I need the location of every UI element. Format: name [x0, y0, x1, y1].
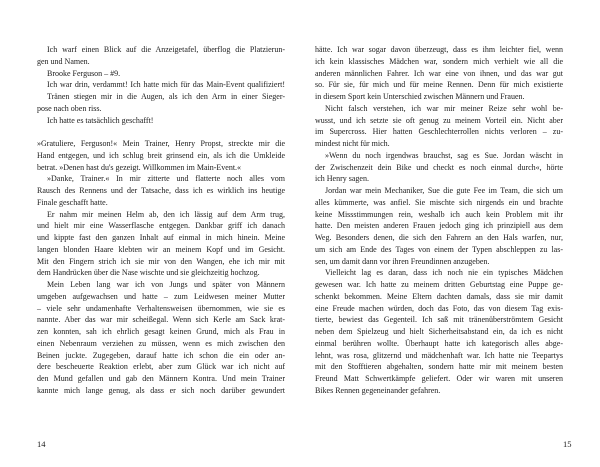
text-line: »Danke, Trainer.« In mir zitterte und flatterte noch alles vom	[47, 174, 285, 184]
text-line: einmal berühren wollte. Überhaupt hatte ich kategorisch alles abge-	[315, 338, 563, 348]
text-line: und kippte fast den ganzen Inhalt auf einmal in mich hinein. Meine	[37, 233, 285, 242]
text-line: »Gratuliere, Ferguson!« Mein Trainer, Henry Propst, streckte mir die	[37, 139, 285, 148]
text-line: Nicht falsch verstehen, ich war mir meiner Reize sehr wohl be-	[325, 103, 563, 113]
text-line: neben dem Spielzeug und hielt Sicherheitsabstand ein, da ich es nicht	[315, 327, 563, 336]
text-line: dere bescheuerte Reaktion erlebt, aber zum Glück war ich nicht auf	[37, 362, 285, 372]
text-line: schenkt bekommen. Meine Eltern dachten damals, dass sie mir damit	[315, 291, 563, 301]
text-line: Ich war drin, verdammt! Ich hatte mich für das Main-Event qualifiziert!	[47, 80, 285, 90]
text-line: Vielleicht lag es daran, dass ich noch nie ein typisches Mädchen	[325, 268, 563, 278]
text-line: Bikes Rennen gegeneinander gefahren.	[315, 385, 441, 395]
text-line: Er nahm mir meinen Helm ab, den ich lässig auf dem Arm trug,	[47, 209, 285, 219]
text-line: ich Henry sagen.	[315, 174, 369, 184]
page-number-left: 14	[37, 439, 46, 449]
text-line: lehnt, was rosa, glitzernd und mädchenhaft war. Ich hatte nie Teepartys	[315, 350, 563, 360]
text-line: der Zwischenzeit dein Bike und checkt es noch einmal durch«, hörte	[315, 162, 563, 172]
text-line: Ich hatte es tatsächlich geschafft!	[47, 115, 154, 125]
text-line: pose nach oben riss.	[37, 103, 102, 113]
text-line: Ich warf einen Blick auf die Anzeigetafel, überflog die Platzierun-	[47, 45, 285, 54]
text-line: umgeben aufgewachsen und hatte – zum Leidwesen meiner Mutter	[37, 291, 285, 301]
text-line: Brooke Ferguson – #9.	[47, 68, 121, 78]
text-line: betrat. »Denen hast du's gezeigt. Willkommen im Main-Event.«	[37, 162, 242, 172]
text-line: Tränen stiegen mir in die Augen, als ich den Arm in einer Sieger-	[47, 92, 285, 101]
text-line: hatte. Den meisten anderen Frauen jedoch ging ich prinzipiell aus dem	[315, 221, 563, 231]
text-line: keine Missstimmungen rein, weshalb ich auch kein Problem mit ihr	[315, 209, 563, 219]
left-page-text	[37, 44, 285, 397]
text-line	[37, 126, 285, 138]
text-line: mindest nicht für mich.	[315, 139, 390, 148]
text-line: Finale geschafft hatte.	[37, 197, 108, 207]
text-line: – viele sehr undamenhafte Verhaltensweisen übernommen, wie sie es	[37, 303, 285, 313]
text-line: Weg. Besonders denen, die sich den Fahrern an den Hals warfen, nur,	[315, 233, 563, 242]
text-line: in diesem Sport kein Unterschied zwischen Männern und Frauen.	[315, 92, 525, 101]
text-line: Jordan war mein Mechaniker, Sue die gute Fee im Team, die sich um	[325, 186, 563, 195]
text-line: Mit den Fingern strich ich sie mir von den Wangen, ehe ich mir mit	[37, 256, 285, 266]
text-line: hätte. Ich war sogar davon überzeugt, dass es ihm leichter fiel, wenn	[315, 45, 563, 54]
text-line: einen Nebenraum verziehen zu müssen, wenn es mich zwischen den	[37, 338, 285, 348]
text-line: zen konnten, sah ich ehrlich gesagt keinen Grund, mich als Frau in	[37, 327, 285, 336]
right-page-text	[315, 44, 563, 397]
text-line: Mein Leben lang war ich von Jungs und später von Männern	[47, 280, 285, 289]
text-line: um sich am Ende des Tages von einem der Typen abschleppen zu las-	[315, 244, 563, 254]
text-line: alles kümmerte, was anfiel. Sie mischte sich nirgends ein und brachte	[315, 197, 563, 207]
text-line: und hielt mir eine Wasserflasche entgegen. Dankbar griff ich danach	[37, 221, 285, 231]
text-line: eine Freude machen würden, doch das Foto, das von diesem Tag exis-	[315, 303, 563, 313]
text-line: kannte mich lange genug, als dass er sich noch darüber gewundert	[37, 385, 285, 395]
text-line: Rausch des Rennens und der Tatsache, dass ich es wirklich ins heutige	[37, 186, 285, 195]
text-line: sen, um damit dann vor ihren Freundinnen anzugeben.	[315, 256, 490, 266]
text-line: im Supercross. Hier hatten Geschlechterrollen nichts verloren – zu-	[315, 127, 563, 137]
text-line: tierte, bewiest das Gegenteil. Ich saß mit tränenüberströmtem Gesicht	[315, 315, 563, 325]
text-line: wusst, und ich setzte sie oft genug zu meinem Vorteil ein. Nicht aber	[315, 115, 563, 125]
text-line: gen und Namen.	[37, 56, 90, 66]
text-line: mit den Stofftieren abgehalten, sondern hatte mir mit meinem besten	[315, 362, 563, 372]
text-line: nannte. Aber das war mir scheißegal. Wenn sich Kerle am Sack krat-	[37, 315, 285, 325]
text-line: »Wenn du noch irgendwas brauchst, sag es Sue. Jordan wäscht in	[325, 150, 563, 160]
text-line: ich kein klassisches Mädchen war, sondern mich verhielt wie all die	[315, 56, 563, 66]
text-line: den Mund gefallen und gab den Männern Kontra. Und mein Trainer	[37, 374, 285, 383]
text-line: anderen männlichen Fahrer. Ich war eine von ihnen, und das war gut	[315, 68, 563, 78]
text-line: gewesen war. Ich hatte zu meinem dritten Geburtstag eine Puppe ge-	[315, 280, 563, 289]
text-line: Beinen juckte. Zugegeben, darauf hatte ich schon die ein oder an-	[37, 350, 285, 360]
text-line: Freund Matt Schwertkämpfe geliefert. Oder wir waren mit unseren	[315, 374, 563, 383]
text-line: Hand entgegen, und ich schlug breit grinsend ein, als ich die Umkleide	[37, 150, 285, 160]
text-line: so. Für sie, für mich und für meine Rennen. Denn für mich existierte	[315, 80, 563, 90]
text-line: dem Handrücken über die Nase wischte und sie gleichzeitig hochzog.	[37, 268, 260, 278]
page-number-right: 15	[563, 439, 572, 449]
text-line: langen blonden Haare klebten wir an meinem Kopf und im Gesicht.	[37, 244, 285, 254]
